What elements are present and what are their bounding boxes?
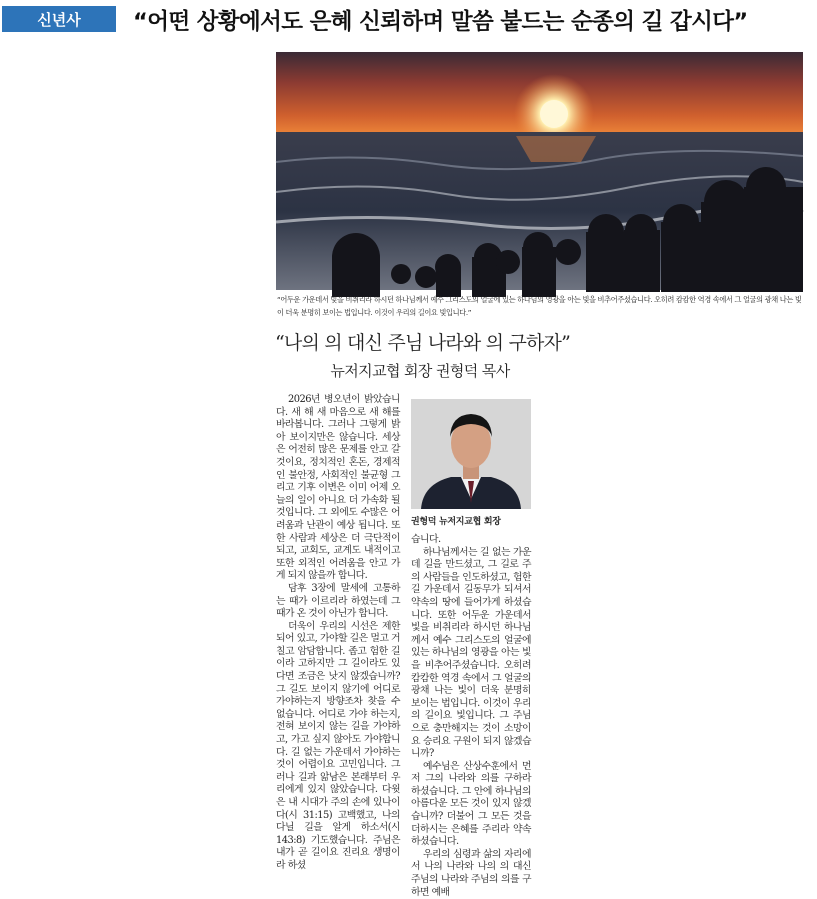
paragraph: 2026년 병오년이 밝았습니다. 새 해 새 마음으로 새 해를 바라봅니다. 그러나 그렇게 밝아 보이지만은 않습니다. 세상은 어전히 많은 문제를 안고 갈 것이요, 정치적인 혼돈, 경제적인 불안정, 사회적인 불균형 그리고 기후 이변은 이미 어제 오늘의 일이 아니요 더 가속화 될 것입니다. 그 외에도 수많은 어려움과 난관이 예상 됩니다. 또한 사람과 세상은 더 극단적이 되고, 교회도, 교계도 내적이고 또한 외적인 어려움을 안고 가게 되지 않을까 합니다.	[276, 394, 400, 582]
sunrise-photo	[276, 52, 803, 290]
paragraph: 담후 3장에 말세에 고통하는 때가 이르리라 하였는데 그 때가 온 것이 아닌가 합니다.	[276, 582, 400, 620]
photo-caption: “어두운 가운데서 빛을 비취리라 하시던 하나님께서 예수 그리스도의 얼굴에 있는 하나님의 영광을 아는 빛을 비추어주셨습니다. 오히려 캄캄한 역경 속에서 그 얼굴의 광채 나는 빛이 더욱 분명히 보이는 법입니다. 이것이 우리의 길이요 빛입니다.”	[277, 295, 802, 317]
article-column-right	[411, 534, 531, 898]
paragraph: 더욱이 우리의 시선은 제한되어 있고, 가야할 길은 멀고 거칠고 암담합니다. 좁고 험한 길이라 고하지만 그 길이라도 있다면 조금은 낫지 않겠습니까? 그 길도 보이지 않기에 어디로 가야하는지 방향조차 찾을 수 없습니다. 어디로 가야 하는지, 전혀 보이지 않는 길을 가야하고, 가고 싶지 않아도 가야합니다. 길 없는 가운데서 가야하는 것이 어렵이요 고민입니다. 그러나 길과 앎남은 본래부터 우리에게 있지 않았습니다. 다윗은 내 시대가 주의 손에 있나이다(시 31:15) 고백했고, 나의 다닐 길을 알게 하소서(시 143:8) 기도했습니다. 주님은 내가 곧 길이요 진리요 생명이라 하셨	[276, 620, 400, 871]
article-byline: 뉴저지교협 회장 권형덕 목사	[330, 362, 510, 380]
section-tag: 신년사	[2, 6, 116, 32]
portrait-caption: 권형덕 뉴저지교협 회장	[411, 517, 501, 527]
headline: “어떤 상황에서도 은혜 신뢰하며 말씀 붙드는 순종의 길 갑시다”	[133, 9, 748, 35]
paragraph: 습니다.	[411, 534, 441, 545]
article-column-left	[276, 394, 400, 871]
paragraph: 예수님은 산상수훈에서 먼저 그의 나라와 의를 구하라 하셨습니다. 그 안에 하나님의 아름다운 모든 것이 있지 않겠습니까? 더불어 그 모든 것을 더하시는 은혜를 주리라 약속하셨습니다.	[411, 760, 531, 848]
article-subtitle: “나의 의 대신 주님 나라와 의 구하자”	[275, 332, 571, 354]
paragraph: 하나님께서는 길 없는 가운데 길을 만드셨고, 그 길로 주의 사람들을 인도하셨고, 험한 길 가운데서 길동무가 되셔서 약속의 땅에 들어가게 하셨습니다. 또한 어두운 가운데서 빛을 비취리라 하시던 하나님께서 예수 그리스도의 얼굴에 있는 하나님의 영광을 아는 빛을 비추어주셨습니다. 오히려 캄캄한 역경 속에서 그 얼굴의 광채 나는 빛이 더욱 분명히 보이는 법입니다. 이것이 우리의 길이요 빛입니다. 그 주님으로 충만해지는 것이 소망이요 승리요 구원이 되지 않겠습니까?	[411, 546, 531, 760]
paragraph: 우리의 심령과 삶의 자리에서 나의 나라와 나의 의 대신 주님의 나라와 주님의 의를 구하면 예배	[411, 848, 531, 898]
author-portrait	[411, 399, 531, 509]
